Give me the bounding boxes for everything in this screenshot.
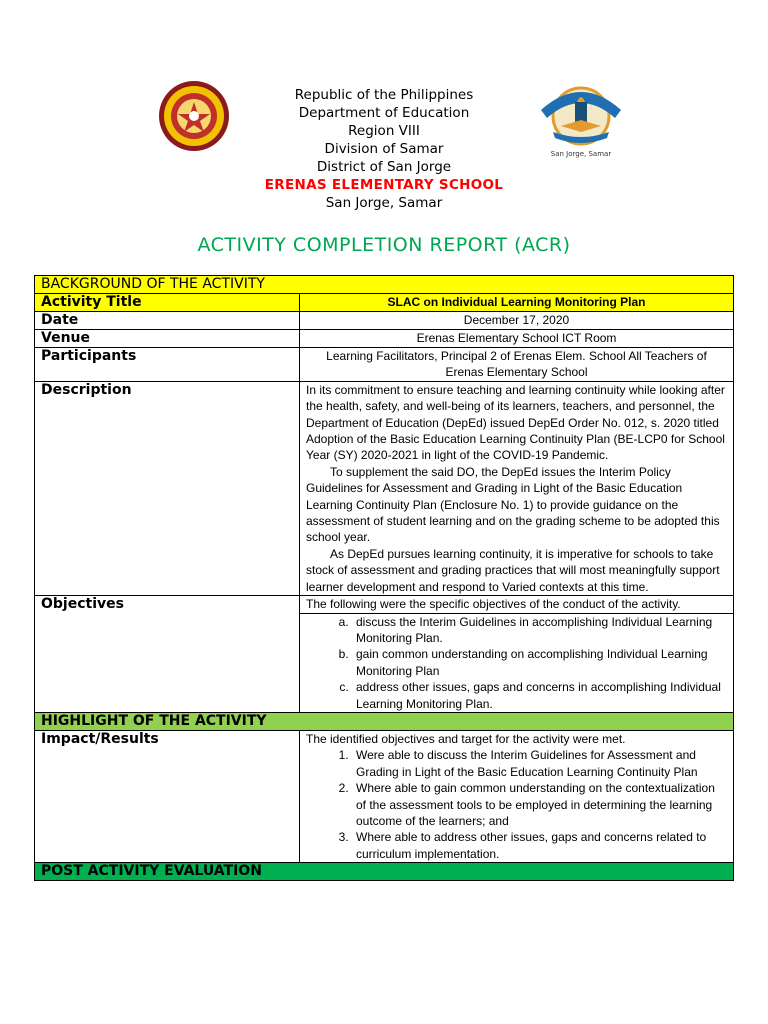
description-label: Description — [35, 381, 300, 595]
venue-value: Erenas Elementary School ICT Room — [300, 330, 734, 348]
header-line-republic: Republic of the Philippines — [294, 87, 474, 103]
venue-row — [35, 330, 734, 348]
impact-label: Impact/Results — [35, 730, 300, 862]
header-school-name: ERENAS ELEMENTARY SCHOOL — [264, 177, 504, 193]
description-paragraph-2: To supplement the said DO, the DepEd issues the Interim Policy Guidelines for Assessment and Grading in Light of the Basic Education Learning Continuity Plan (Enclosure No. 1) to provide guidance on the assessment of student learning and on the grading scheme to be adopted this school year. — [306, 464, 720, 545]
activity-title-label: Activity Title — [35, 294, 300, 312]
header-line-division: Division of Samar — [324, 141, 444, 157]
background-section-row — [35, 276, 734, 294]
description-paragraph-3: As DepEd pursues learning continuity, it is imperative for schools to take stock of assessment and grading practices that will most meaningfully support learner development and respond to Varied contexts at this time. — [306, 546, 720, 594]
post-evaluation-section-header: POST ACTIVITY EVALUATION — [35, 863, 734, 881]
impact-item: 2. Where able to gain common understanding on the contextualization of the assessment tools to be employed in determining the learning outcome of the learners; and — [352, 780, 727, 829]
highlight-section-row — [35, 712, 734, 730]
objectives-label: Objectives — [35, 596, 300, 713]
page-title: ACTIVITY COMPLETION REPORT (ACR) — [197, 234, 571, 256]
impact-list — [306, 747, 727, 862]
date-row — [35, 312, 734, 330]
letterhead — [0, 86, 768, 212]
highlight-section-header: HIGHLIGHT OF THE ACTIVITY — [35, 712, 734, 730]
impact-intro: The identified objectives and target for the activity were met. — [306, 731, 626, 746]
activity-title-value: SLAC on Individual Learning Monitoring Plan — [300, 294, 734, 312]
impact-value — [300, 730, 734, 862]
participants-row — [35, 348, 734, 382]
venue-label: Venue — [35, 330, 300, 348]
header-line-region: Region VIII — [348, 123, 420, 139]
participants-label: Participants — [35, 348, 300, 382]
impact-item: 1. Were able to discuss the Interim Guidelines for Assessment and Grading in Light of the Basic Education Learning Continuity Plan — [352, 747, 727, 780]
objectives-intro: The following were the specific objectives of the conduct of the activity. — [300, 596, 734, 613]
description-value — [300, 381, 734, 595]
header-line-department: Department of Education — [298, 105, 470, 121]
impact-row — [35, 730, 734, 862]
objective-item: c. address other issues, gaps and concerns in accomplishing Individual Learning Monitoring Plan. — [352, 679, 727, 712]
description-paragraph-1: In its commitment to ensure teaching and learning continuity while looking after the health, safety, and well-being of its learners, teachers, and personnel, the Department of Education (DepEd) issued DepEd Order No. 012, s. 2020 titled Adoption of the Basic Education Learning Continuity Plan (BE-LCP0 for School Year (SY) 2020-2021 in light of the COVID-19 Pandemic. — [306, 382, 725, 463]
objectives-list-cell — [300, 613, 734, 712]
objectives-list — [306, 614, 727, 712]
post-evaluation-section-row — [35, 863, 734, 881]
background-section-header: BACKGROUND OF THE ACTIVITY — [35, 276, 734, 294]
header-line-district: District of San Jorge — [316, 159, 452, 175]
description-row — [35, 381, 734, 595]
activity-title-row — [35, 294, 734, 312]
seal-caption: San Jorge, Samar — [550, 150, 612, 158]
objectives-row — [35, 596, 734, 613]
objective-item: b. gain common understanding on accomplishing Individual Learning Monitoring Plan — [352, 646, 727, 679]
impact-item: 3. Where able to address other issues, gaps and concerns related to curriculum implementation. — [352, 829, 727, 862]
header-address: San Jorge, Samar — [325, 195, 443, 211]
participants-value: Learning Facilitators, Principal 2 of Erenas Elem. School All Teachers of Erenas Elementary School — [300, 348, 734, 382]
acr-table — [34, 275, 734, 881]
objective-item: a. discuss the Interim Guidelines in accomplishing Individual Learning Monitoring Plan. — [352, 614, 727, 647]
date-label: Date — [35, 312, 300, 330]
date-value: December 17, 2020 — [300, 312, 734, 330]
